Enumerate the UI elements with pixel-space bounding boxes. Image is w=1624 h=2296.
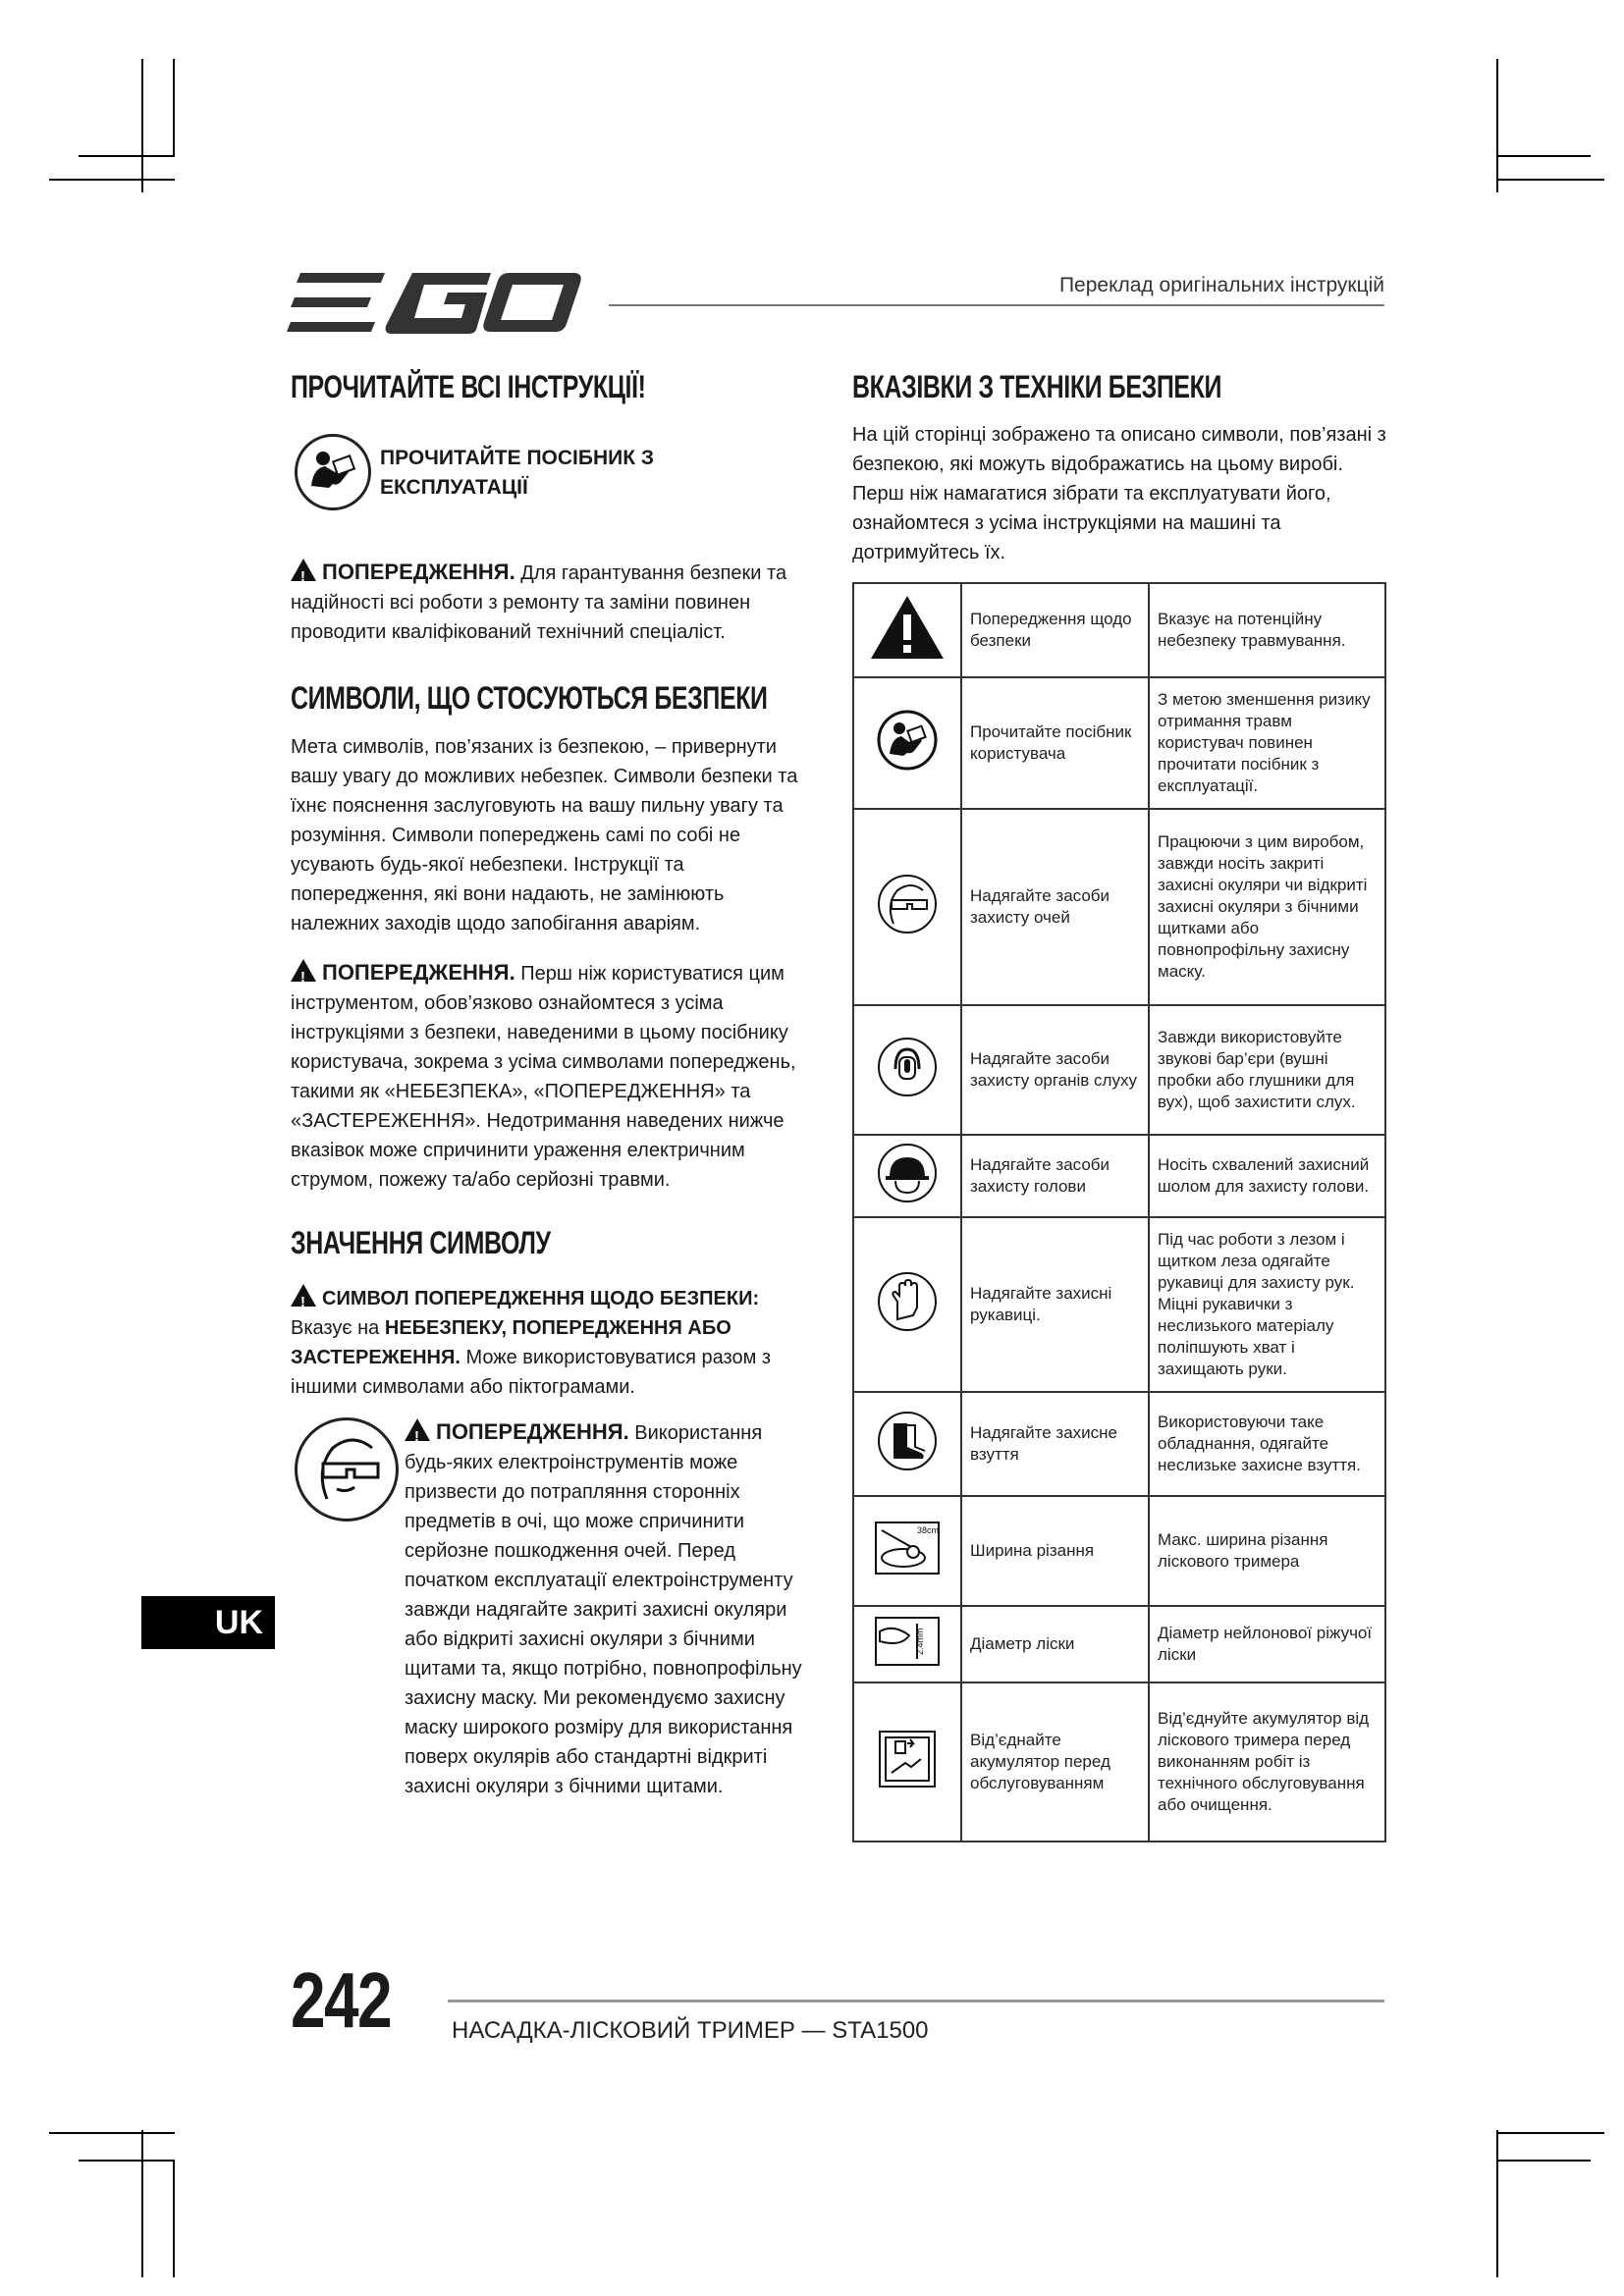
crop-mark [1496,155,1591,157]
safety-intro: На цій сторінці зображено та описано символи, пов’язані з безпекою, які можуть відображатись на цьому виробі. Перш ніж намагатися зібрати та експлуатувати його, ознайомтеся з усіма інструкціями на машині та дотримуйтесь їх. [852,424,1386,563]
line-diameter-icon [874,1616,941,1667]
warning-triangle-icon [868,593,947,662]
warning-triangle-icon [405,1418,430,1441]
svg-text:38cm: 38cm [917,1525,940,1535]
table-row [853,1005,1385,1135]
symbol-desc: Працюючи з цим виробом, завжди носіть закриті захисні окуляри чи відкриті захисні окуляри з бічними щитками або повнопрофільну захисну маску. [1149,809,1385,1005]
crop-mark [173,59,175,157]
page-number: 242 [291,1956,391,2044]
heading-symbols: СИМВОЛИ, ЩО СТОСУЮТЬСЯ БЕЗПЕКИ [291,680,768,716]
language-tab: UK [141,1596,275,1649]
crop-mark [79,2160,173,2162]
table-row [853,1682,1385,1842]
warning-3: !ПОПЕРЕДЖЕННЯ. Використання будь-яких електроінструментів може призвести до потрапляння сторонніх предметів в очі, що може спричинити серйозне пошкодження очей. Перед початком експлуатації електроінструменту завжди надягайте закриті захисні окуляри або відкриті захисні окуляри з бічними щитами та, якщо потрібно, повнопрофільну захисну маску. Ми рекомендуємо захисну маску широкого розміру для використання поверх окулярів або стандартні відкриті захисні окуляри з бічними щитами. [405,1417,815,1801]
symbol-name: Надягайте засоби захисту голови [961,1135,1149,1217]
disconnect-battery-icon [878,1730,937,1789]
symbol-desc: Діаметр нейлонової ріжучої ліски [1149,1606,1385,1682]
table-row [853,809,1385,1005]
boots-icon [876,1410,939,1472]
crop-mark [1496,2160,1591,2162]
header-rule [609,304,1384,306]
heading-meaning: ЗНАЧЕННЯ СИМВОЛУ [291,1225,551,1260]
symbol-name: Ширина різання [961,1496,1149,1606]
crop-mark [1496,2130,1498,2277]
symbol-name: Від’єднайте акумулятор перед обслуговуванням [961,1682,1149,1842]
ego-logo [287,271,581,334]
warning-triangle-icon [291,559,316,581]
symbol-name: Надягайте засоби захисту органів слуху [961,1005,1149,1135]
warning-2: !ПОПЕРЕДЖЕННЯ. Перш ніж користуватися цим інструментом, обов’язково ознайомтеся з усіма інструкціями з безпеки, наведеними в цьому посібнику користувача, зокрема з усіма символами попереджень, такими як «НЕБЕЗПЕКА», «ПОПЕРЕДЖЕННЯ» та «ЗАСТЕРЕЖЕННЯ». Недотримання наведених нижче вказівок може спричинити ураження електричним струмом, пожежу та/або серйозні травми. [291,958,817,1195]
footer-rule [448,2000,1384,2002]
table-row [853,583,1385,677]
read-manual-icon [876,709,939,772]
symbol-desc: З метою зменшення ризику отримання травм користувач повинен прочитати посібник з експлуатації. [1149,677,1385,809]
svg-text:2.4mm: 2.4mm [915,1628,925,1655]
symbol-meaning: !СИМВОЛ ПОПЕРЕДЖЕННЯ ЩОДО БЕЗПЕКИ: Вказує на НЕБЕЗПЕКУ, ПОПЕРЕДЖЕННЯ АБО ЗАСТЕРЕЖЕННЯ. Може використовуватися разом з іншими символами або піктограмами. [291,1284,821,1402]
heading-safety: ВКАЗІВКИ З ТЕХНІКИ БЕЗПЕКИ [852,369,1222,404]
hearing-protection-icon [876,1036,939,1098]
product-name: НАСАДКА-ЛІСКОВИЙ ТРИМЕР — STA1500 [452,2017,929,2044]
table-row [853,1496,1385,1606]
head-protection-icon [876,1142,939,1204]
symbol-name: Надягайте захисне взуття [961,1392,1149,1496]
crop-mark [173,2160,175,2277]
heading-read-all: ПРОЧИТАЙТЕ ВСІ ІНСТРУКЦІЇ! [291,369,646,404]
gloves-icon [876,1270,939,1333]
symbol-name: Попередження щодо безпеки [961,583,1149,677]
symbol-name: Надягайте захисні рукавиці. [961,1217,1149,1392]
symbol-desc: Макс. ширина різання лiскового тримера [1149,1496,1385,1606]
eye-protection-icon [295,1417,399,1522]
table-row [853,1606,1385,1682]
symbols-paragraph: Мета символів, пов’язаних із безпекою, – привернути вашу увагу до можливих небезпек. Символи безпеки та їхнє пояснення заслуговують на вашу пильну увагу та розуміння. Символи попереджень самі по собі не усувають будь-якої небезпеки. Інструкції та попередження, які вони надають, не замінюють належних заходів щодо запобігання аваріям. [291,736,798,934]
crop-mark [79,155,173,157]
table-row [853,1217,1385,1392]
cutting-width-icon [874,1521,941,1575]
symbol-desc: Під час роботи з лезом і щитком леза одягайте рукавиці для захисту рук. Міцні рукавички з неслизького матеріалу поліпшують хват і захищають руки. [1149,1217,1385,1392]
symbol-name: Прочитайте посібник користувача [961,677,1149,809]
read-manual-icon [295,434,371,510]
crop-mark [141,2130,143,2277]
symbol-desc: Носіть схвалений захисний шолом для захисту голови. [1149,1135,1385,1217]
symbol-desc: Завжди використовуйте звукові бар’єри (вушні пробки або глушники для вух), щоб захистити слух. [1149,1005,1385,1135]
symbols-table [852,582,1386,1842]
crop-mark [1496,179,1604,181]
crop-mark [49,2132,175,2134]
crop-mark [1496,2132,1604,2134]
table-row [853,1392,1385,1496]
crop-mark [1496,59,1498,192]
symbol-desc: Вказує на потенційну небезпеку травмування. [1149,583,1385,677]
header-subtitle: Переклад оригінальних інструкцій [1058,274,1384,296]
eye-protection-icon [876,873,939,935]
read-manual-label: ПРОЧИТАЙТЕ ПОСІБНИК З ЕКСПЛУАТАЦІЇ [380,447,655,499]
warning-triangle-icon [291,1284,316,1307]
brand-text: EGO [287,333,290,334]
symbol-name: Діаметр ліски [961,1606,1149,1682]
symbol-desc: Від’єднуйте акумулятор від лiскового тримера перед виконанням робіт із технічного обслуговування або очищення. [1149,1682,1385,1842]
table-row [853,1135,1385,1217]
symbol-desc: Використовуючи таке обладнання, одягайте неслизьке захисне взуття. [1149,1392,1385,1496]
table-row [853,677,1385,809]
warning-1: !ПОПЕРЕДЖЕННЯ. Для гарантування безпеки та надійності всі роботи з ремонту та заміни повинен проводити кваліфікований технічний спеціаліст. [291,558,809,647]
crop-mark [141,59,143,192]
crop-mark [49,179,175,181]
symbol-name: Надягайте засоби захисту очей [961,809,1149,1005]
warning-triangle-icon [291,959,316,982]
